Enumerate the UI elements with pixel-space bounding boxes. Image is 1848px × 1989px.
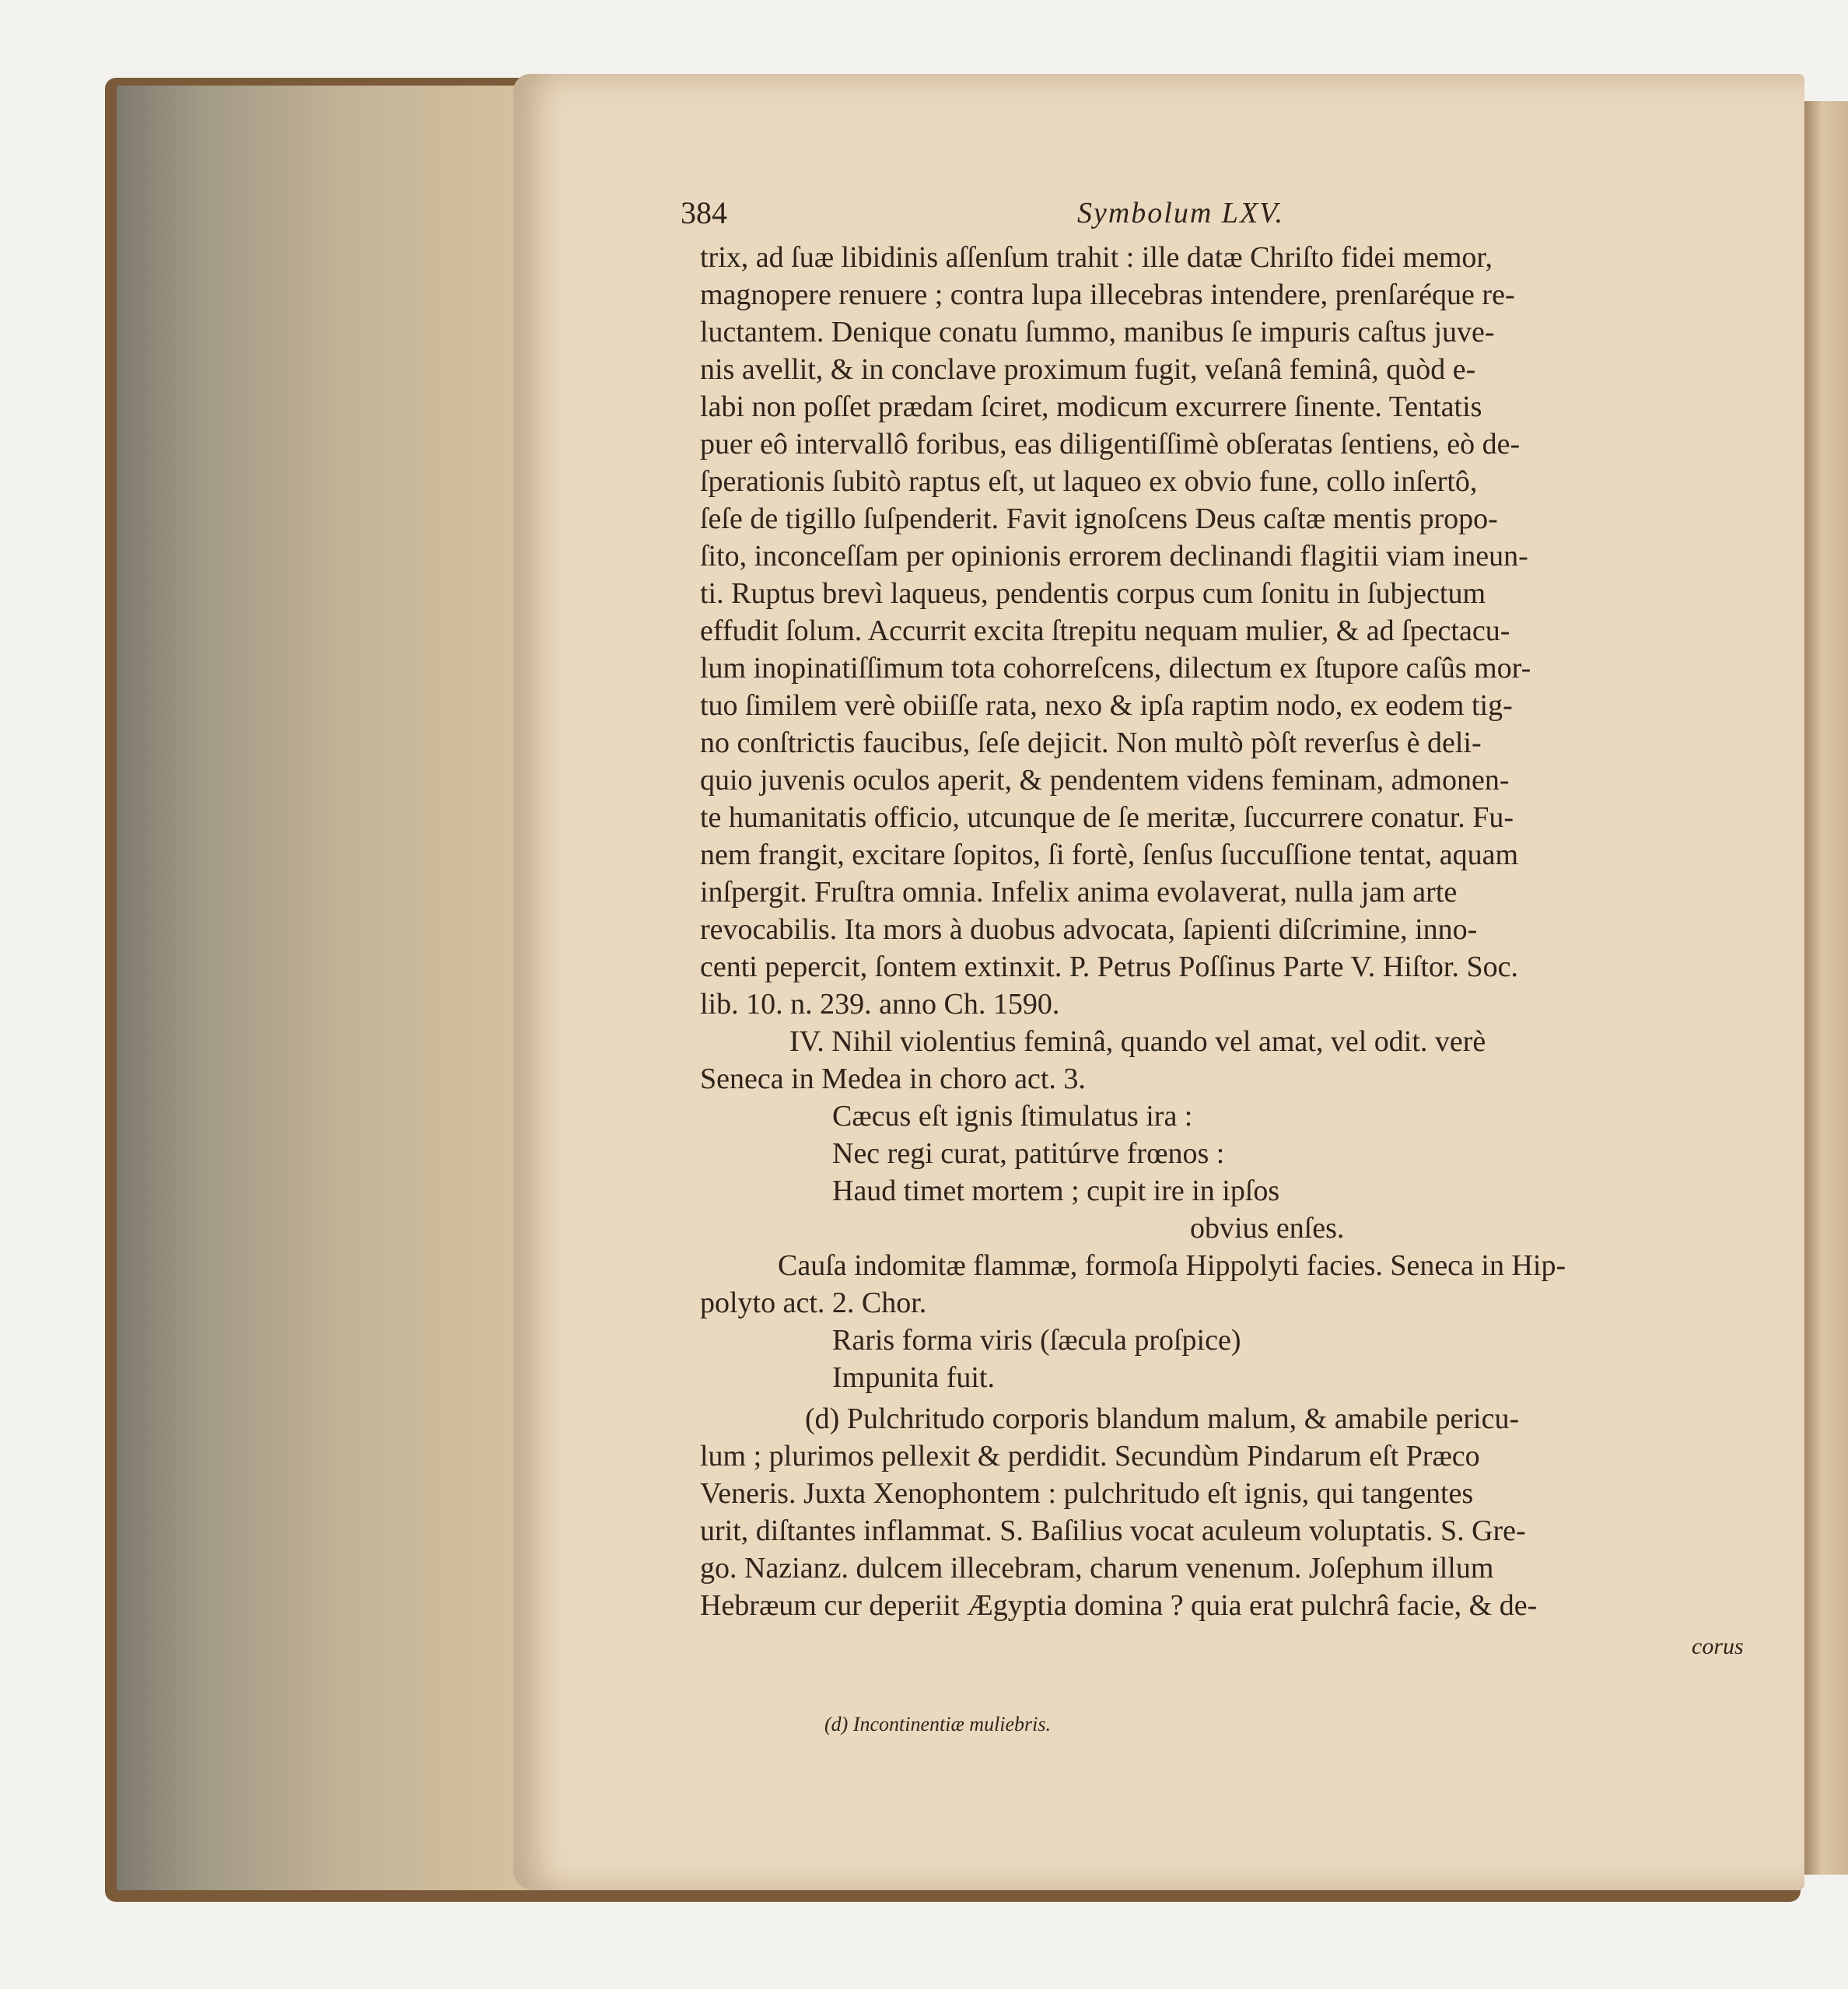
text-line: Veneris. Juxta Xenophontem : pulchritudo eſt ignis, qui tangentes [700,1477,1474,1510]
verse-line: Haud timet mortem ; cupit ire in ipſos [832,1175,1280,1207]
verse-line: Impunita fuit. [832,1361,995,1394]
text-line: urit, diſtantes inflammat. S. Baſilius vocat aculeum voluptatis. S. Gre- [700,1515,1526,1547]
text-line: trix, ad ſuæ libidinis aſſenſum trahit : ille datæ Chriſto fidei memor, [700,241,1493,274]
text-line: Cauſa indomitæ flammæ, formoſa Hippolyti facies. Seneca in Hip- [778,1249,1566,1282]
text-line: nem frangit, excitare ſopitos, ſi fortè, ſenſus ſuccuſſione tentat, aquam [700,839,1519,871]
text-line: effudit ſolum. Accurrit excita ſtrepitu nequam mulier, & ad ſpectacu- [700,615,1510,647]
text-line: (d) Pulchritudo corporis blandum malum, & amabile pericu- [805,1402,1520,1435]
text-line: lib. 10. n. 239. anno Ch. 1590. [700,988,1060,1021]
text-line: ſperationis ſubitò raptus eſt, ut laqueo ex obvio fune, collo inſertô, [700,465,1478,498]
page-number: 384 [681,195,727,230]
verse-line: obvius enſes. [1190,1212,1345,1245]
text-line: te humanitatis officio, utcunque de ſe meritæ, ſuccurrere conatur. Fu- [700,801,1514,834]
text-line: labi non poſſet prædam ſciret, modicum excurrere ſinente. Tentatis [700,390,1482,423]
text-line: quio juvenis oculos aperit, & pendentem videns feminam, admonen- [700,764,1510,797]
text-line: IV. Nihil violentius feminâ, quando vel amat, vel odit. verè [789,1025,1486,1058]
catchword: corus [1692,1634,1744,1659]
text-line: Seneca in Medea in choro act. 3. [700,1063,1086,1095]
text-line: Hebræum cur deperiit Ægyptia domina ? quia erat pulchrâ facie, & de- [700,1589,1538,1622]
verse-line: Cæcus eſt ignis ſtimulatus ira : [832,1100,1193,1133]
text-line: lum inopinatiſſimum tota cohorreſcens, dilectum ex ſtupore caſûs mor- [700,652,1531,685]
text-line: nis avellit, & in conclave proximum fugit, veſanâ feminâ, quòd e- [700,353,1476,386]
text-line: revocabilis. Ita mors à duobus advocata, ſapienti diſcrimine, inno- [700,913,1478,946]
text-line: no conſtrictis faucibus, ſeſe dejicit. Non multò pòſt reverſus è deli- [700,727,1482,759]
text-line: ti. Ruptus brevì laqueus, pendentis corpus cum ſonitu in ſubjectum [700,577,1486,610]
text-line: go. Nazianz. dulcem illecebram, charum venenum. Joſephum illum [700,1552,1494,1585]
text-line: ſeſe de tigillo ſuſpenderit. Favit ignoſcens Deus caſtæ mentis propo- [700,503,1498,535]
verse-line: Raris forma viris (ſæcula proſpice) [832,1324,1241,1357]
text-line: polyto act. 2. Chor. [700,1287,927,1319]
text-line: luctantem. Denique conatu ſummo, manibus ſe impuris caſtus juve- [700,316,1495,348]
text-line: lum ; plurimos pellexit & perdidit. Secundùm Pindarum eſt Præco [700,1440,1480,1472]
running-title: Symbolum LXV. [1077,197,1284,229]
text-line: puer eô intervallô foribus, eas diligentiſſimè obſeratas ſentiens, eò de- [700,428,1521,460]
page-edges [117,86,537,1890]
text-line: ſito, inconceſſam per opinionis errorem declinandi flagitii viam ineun- [700,540,1528,573]
text-line: magnopere renuere ; contra lupa illecebras intendere, prenſaréque re- [700,278,1515,311]
verse-line: Nec regi curat, patitúrve frœnos : [832,1137,1225,1170]
footnote: (d) Incontinentiæ muliebris. [824,1713,1052,1735]
text-line: tuo ſimilem verè obiiſſe rata, nexo & ipſa raptim nodo, ex eodem tig- [700,689,1513,722]
text-line: inſpergit. Fruſtra omnia. Infelix anima evolaverat, nulla jam arte [700,876,1458,909]
text-line: centi pepercit, ſontem extinxit. P. Petrus Poſſinus Parte V. Hiſtor. Soc. [700,951,1518,983]
